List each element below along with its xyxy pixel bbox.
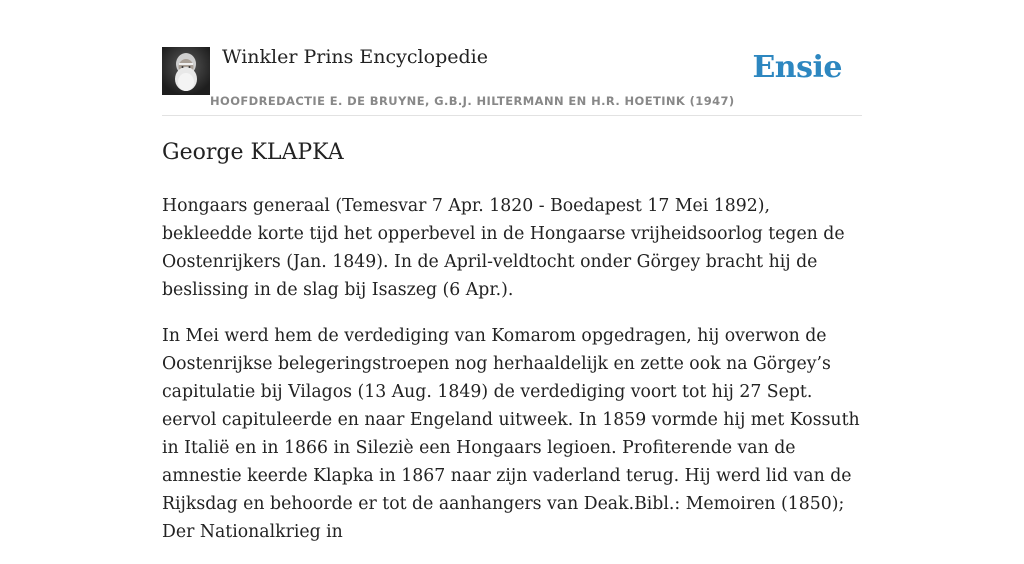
editor-portrait-avatar[interactable] xyxy=(162,47,210,95)
article-paragraph-2: In Mei werd hem de verdediging van Komarom opgedragen, hij overwon de Oostenrijkse belegeringstroepen nog herhaaldelijk en zette ook na Görgey’s capitulatie bij Vilagos (13 Aug. 1849) de verdediging voort tot hij 27 Sept. eervol capituleerde en naar Engeland uitweek. In 1859 vormde hij met Kossuth in Italië en in 1866 in Sileziè een Hongaars legioen. Profiterende van de amnestie keerde Klapka in 1867 naar zijn vaderland terug. Hij werd lid van de Rijksdag en behoorde er tot de aanhangers van Deak.Bibl.: Memoiren (1850); Der Nationalkrieg in xyxy=(162,326,860,542)
site-header xyxy=(162,40,862,116)
article-title: George KLAPKA xyxy=(162,140,344,165)
ensie-logo[interactable]: Ensie xyxy=(752,50,842,85)
bearded-man-portrait-icon xyxy=(162,47,210,95)
site-title[interactable]: Winkler Prins Encyclopedie xyxy=(222,46,488,68)
editorial-credit: HOOFDREDACTIE E. DE BRUYNE, G.B.J. HILTERMANN EN H.R. HOETINK (1947) xyxy=(210,94,735,108)
article-body xyxy=(162,192,862,564)
article-paragraph-1: Hongaars generaal (Temesvar 7 Apr. 1820 - Boedapest 17 Mei 1892), bekleedde korte tijd het opperbevel in de Hongaarse vrijheidsoorlog tegen de Oostenrijkers (Jan. 1849). In de April-veldtocht onder Görgey bracht hij de beslissing in de slag bij Isaszeg (6 Apr.). xyxy=(162,196,845,300)
